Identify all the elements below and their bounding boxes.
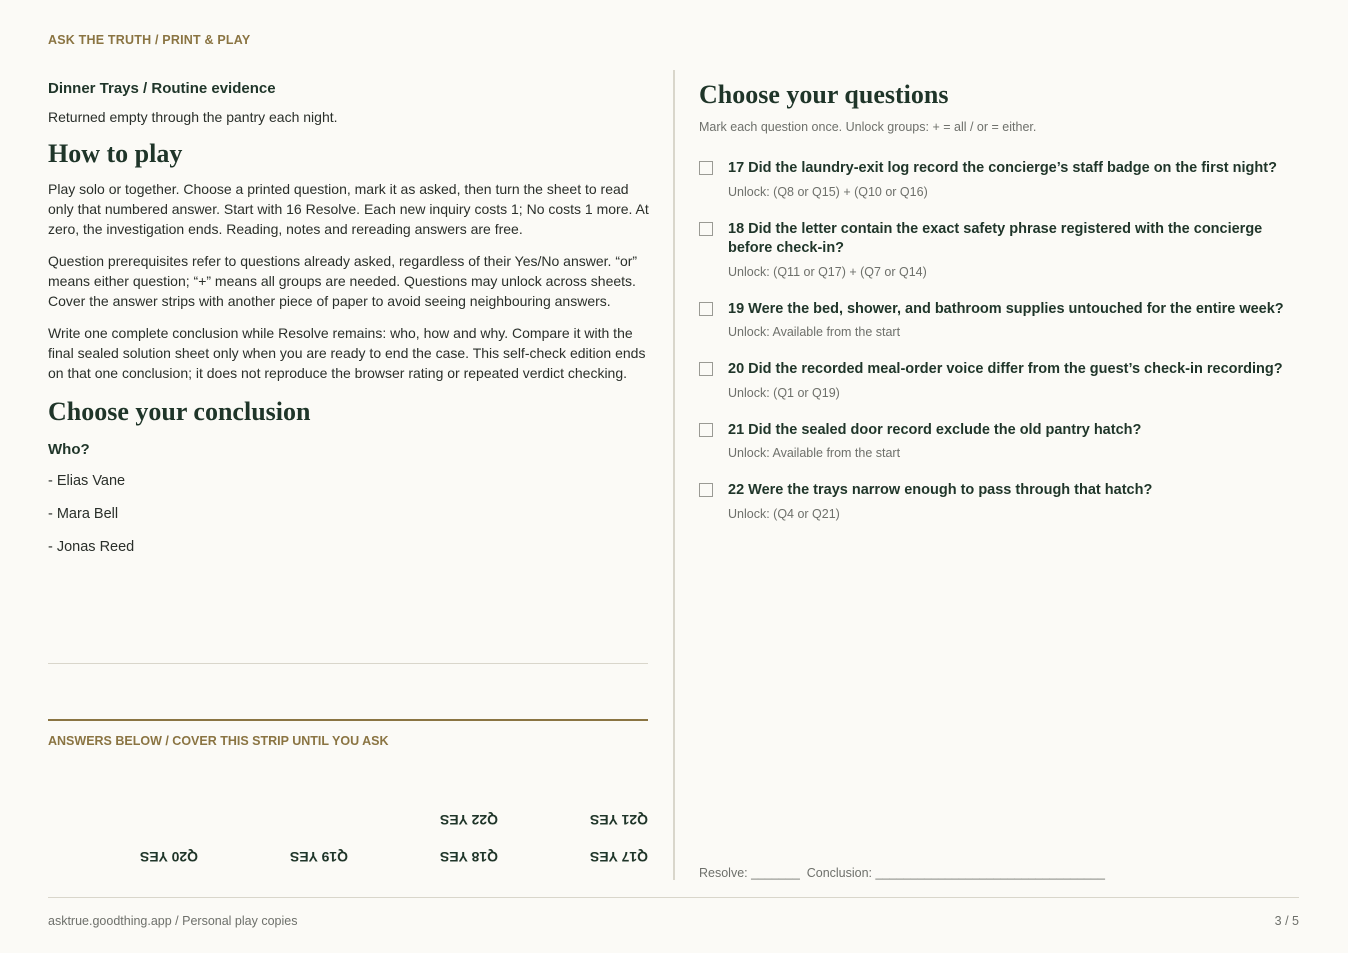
question-18-unlock: Unlock: (Q11 or Q17) + (Q7 or Q14) bbox=[728, 264, 927, 279]
rules-paragraph-2: Question prerequisites refer to questions already asked, regardless of their Yes/No answer. “or” means either question; “+” means all groups are needed. Questions may unlock across sheets. Cover the answer strips with another piece of paper to avoid seeing neighbouring answers. bbox=[48, 253, 638, 309]
question-19-checkbox[interactable] bbox=[699, 302, 713, 316]
answer-strip-divider bbox=[48, 719, 648, 721]
question-17 bbox=[699, 159, 1299, 199]
questions-column bbox=[699, 80, 1299, 521]
question-19-text: 19 Were the bed, shower, and bathroom supplies untouched for the entire week? bbox=[728, 300, 1284, 317]
conclusion-heading: Choose your conclusion bbox=[48, 397, 311, 426]
question-18-text: 18 Did the letter contain the exact safety phrase registered with the concierge before check-in? bbox=[728, 220, 1263, 256]
question-17-text: 17 Did the laundry-exit log record the concierge’s staff badge on the first night? bbox=[728, 160, 1277, 176]
left-column bbox=[48, 80, 650, 557]
question-20-text: 20 Did the recorded meal-order voice differ from the guest’s check-in recording? bbox=[728, 361, 1283, 377]
column-divider bbox=[673, 70, 675, 880]
resolve-conclusion-line[interactable]: Resolve: _______ Conclusion: _________________________________ bbox=[699, 866, 1105, 880]
answer-q21: Q21 YES bbox=[589, 812, 648, 828]
rules-paragraph-1: Play solo or together. Choose a printed question, mark it as asked, then turn the sheet to read only that numbered answer. Start with 16 Resolve. Each new inquiry costs 1; No costs 1 more. At zero, the investigation ends. Reading, notes and rereading answers are free. bbox=[48, 181, 649, 237]
question-20-checkbox[interactable] bbox=[699, 362, 713, 376]
rules-paragraph-3: Write one complete conclusion while Resolve remains: who, how and why. Compare it with the final sealed solution sheet only when you are ready to end the case. This self-check edition ends on that one conclusion; it does not reproduce the browser rating or repeated verdict checking. bbox=[48, 325, 646, 381]
question-20-unlock: Unlock: (Q1 or Q19) bbox=[728, 385, 840, 400]
answer-q19: Q19 YES bbox=[289, 849, 348, 865]
footer-site: asktrue.goodthing.app / Personal play copies bbox=[48, 914, 298, 928]
question-17-unlock: Unlock: (Q8 or Q15) + (Q10 or Q16) bbox=[728, 184, 928, 199]
answer-q17: Q17 YES bbox=[589, 849, 648, 865]
sheet-kicker: ASK THE TRUTH / PRINT & PLAY bbox=[48, 33, 251, 47]
evidence-title: Dinner Trays / Routine evidence bbox=[48, 80, 276, 97]
question-18 bbox=[699, 220, 1299, 279]
question-21-checkbox[interactable] bbox=[699, 423, 713, 437]
question-21 bbox=[699, 421, 1299, 461]
suspect-option-jonas-reed[interactable]: - Jonas Reed bbox=[48, 539, 135, 555]
question-22 bbox=[699, 481, 1299, 521]
who-label: Who? bbox=[48, 441, 90, 458]
footer-divider bbox=[48, 897, 1299, 898]
question-18-checkbox[interactable] bbox=[699, 222, 713, 236]
answers-label: ANSWERS BELOW / COVER THIS STRIP UNTIL YOU ASK bbox=[48, 734, 389, 748]
answer-q20: Q20 YES bbox=[139, 849, 198, 865]
how-to-play-heading: How to play bbox=[48, 139, 183, 168]
question-20 bbox=[699, 360, 1299, 400]
suspect-option-mara-bell[interactable]: - Mara Bell bbox=[48, 506, 119, 522]
question-21-unlock: Unlock: Available from the start bbox=[728, 446, 901, 460]
answer-q18: Q18 YES bbox=[439, 849, 498, 865]
question-21-text: 21 Did the sealed door record exclude the old pantry hatch? bbox=[728, 421, 1142, 438]
question-22-unlock: Unlock: (Q4 or Q21) bbox=[728, 506, 840, 521]
answer-q22: Q22 YES bbox=[439, 812, 498, 828]
suspect-option-elias-vane[interactable]: - Elias Vane bbox=[48, 473, 126, 489]
question-19 bbox=[699, 300, 1299, 340]
questions-subtitle: Mark each question once. Unlock groups: + = all / or = either. bbox=[699, 120, 1037, 134]
question-22-checkbox[interactable] bbox=[699, 483, 713, 497]
questions-heading: Choose your questions bbox=[699, 80, 949, 109]
evidence-description: Returned empty through the pantry each night. bbox=[48, 109, 338, 125]
section-divider bbox=[48, 663, 648, 664]
question-17-checkbox[interactable] bbox=[699, 161, 713, 175]
question-19-unlock: Unlock: Available from the start bbox=[728, 325, 901, 339]
page-number: 3 / 5 bbox=[1274, 914, 1299, 928]
question-22-text: 22 Were the trays narrow enough to pass through that hatch? bbox=[728, 482, 1153, 498]
